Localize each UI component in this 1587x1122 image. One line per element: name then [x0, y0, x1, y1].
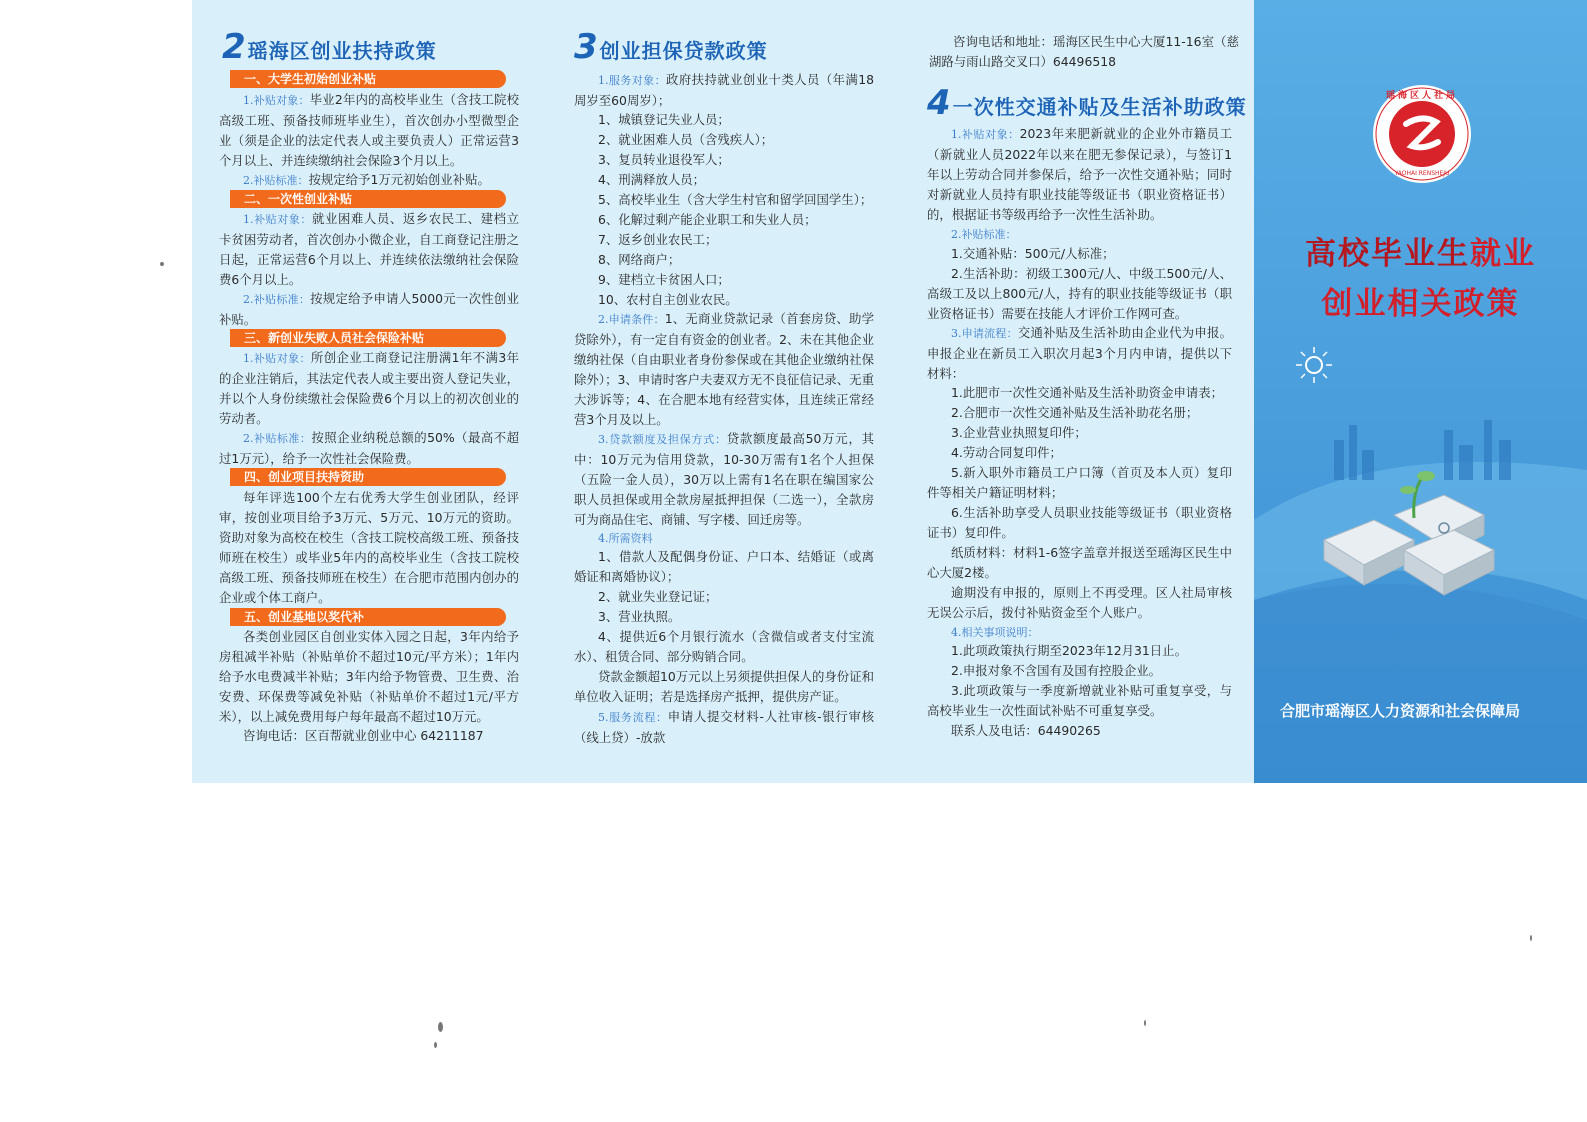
brochure-sheet	[192, 0, 1587, 783]
subsection-badge: 四、创业项目扶持资助	[230, 468, 506, 486]
scan-speck	[434, 1042, 437, 1048]
panel-startup-support	[192, 0, 537, 783]
paragraph	[219, 428, 519, 469]
scan-speck	[1530, 935, 1532, 941]
field-label: 1.补贴对象：	[951, 128, 1020, 141]
paragraph	[927, 124, 1232, 225]
field-label: 1.补贴对象：	[243, 94, 310, 107]
paragraph: 3、营业执照。	[598, 609, 681, 624]
section-4-heading	[927, 83, 1247, 123]
subsection-badge: 三、新创业失败人员社会保险补贴	[230, 329, 506, 347]
title-part: 高校毕业生	[1305, 236, 1470, 272]
field-text: 2023年来肥新就业的企业外市籍员工（新就业人员2022年以来在肥无参保记录），与签订1年以上劳动合同并参保后，给予一次性交通补贴；同时对新就业人员持有职业技能等级证书（职业资格证书）的，根据证书等级再给予一次性生活补助。	[927, 126, 1232, 222]
field-text: 按照企业纳税总额的50%（最高不超过1万元），给予一次性社会保险费。	[219, 430, 519, 466]
field-text: 按规定给予1万元初始创业补贴。	[308, 172, 490, 187]
field-text: 按规定给予申请人5000元一次性创业补贴。	[219, 291, 519, 327]
paragraph: 4.劳动合同复印件；	[951, 445, 1062, 460]
panel-loan-policy	[562, 0, 892, 783]
subsection-badge: 一、大学生初始创业补贴	[230, 70, 506, 88]
section-2-heading	[222, 27, 437, 67]
section-number: 4	[927, 83, 951, 123]
contact-line: 咨询电话：区百帮就业创业中心 64211187	[243, 728, 484, 743]
paragraph	[574, 70, 874, 111]
paragraph: 每年评选100个左右优秀大学生创业团队，经评审，按创业项目给予3万元、5万元、10万元的资助。资助对象为高校在校生（含技工院校高级工班、预备技师班在校生）或毕业5年内的高校毕业生（含技工院校高级工班、预备技师班在校生）在合肥市范围内创办的企业或个体工商户。	[219, 490, 519, 605]
paragraph: 3.此项政策与一季度新增就业补贴可重复享受，与高校毕业生一次性面试补贴不可重复享受。	[927, 683, 1232, 718]
section-title: 创业担保贷款政策	[599, 39, 768, 63]
list-item: 5、高校毕业生（含大学生村官和留学回国学生）；	[598, 192, 873, 207]
field-label: 2.补贴标准：	[951, 228, 1017, 241]
field-label: 3.申请流程：	[951, 327, 1018, 340]
paragraph	[574, 309, 874, 430]
scan-speck	[160, 262, 164, 266]
paragraph	[219, 170, 519, 191]
scan-speck	[1144, 1020, 1146, 1026]
paragraph: 2、就业失业登记证；	[598, 589, 718, 604]
field-label: 4.相关事项说明：	[951, 626, 1039, 639]
section-number: 2	[222, 27, 246, 67]
paragraph: 5.新入职外市籍员工户口簿（首页及本人页）复印件等相关户籍证明材料；	[927, 465, 1232, 500]
paragraph: 1.此项政策执行期至2023年12月31日止。	[951, 643, 1187, 658]
scan-speck	[438, 1022, 443, 1032]
paragraph	[574, 429, 874, 530]
list-item: 8、网络商户；	[598, 252, 681, 267]
logo-text-bottom: YAOHAI RENSHEJU	[1394, 170, 1450, 177]
field-text: 1、无商业贷款记录（首套房贷、助学贷除外），有一定自有资金的创业者。2、未在其他企业缴纳社保（自由职业者身份参保或在其他企业缴纳社保除外）；3、申请时客户夫妻双方无不良征信记录、无重大涉诉等；4、在合肥本地有经营实体，且连续正常经营3个月及以上。	[574, 311, 874, 427]
field-label: 3.贷款额度及担保方式：	[598, 433, 727, 446]
section-title: 一次性交通补贴及生活补助政策	[952, 95, 1247, 119]
field-label: 2.补贴标准：	[243, 293, 311, 306]
list-item: 2、就业困难人员（含残疾人）；	[598, 132, 774, 147]
title-part: 就业	[1470, 236, 1536, 272]
contact-address: 咨询电话和地址：瑶海区民生中心大厦11-16室（慈湖路与雨山路交叉口）64496518	[929, 34, 1239, 69]
field-text: 申请人提交材料-人社审核-银行审核（线上贷）-放款	[574, 709, 874, 745]
paragraph	[219, 289, 519, 330]
paragraph: 2.申报对象不含国有及国有控股企业。	[951, 663, 1162, 678]
list-item: 1、城镇登记失业人员；	[598, 112, 730, 127]
paragraph	[927, 323, 1232, 384]
list-item: 6、化解过剩产能企业职工和失业人员；	[598, 212, 817, 227]
field-text: 毕业2年内的高校毕业生（含技工院校高级工班、预备技师班毕业生），首次创办小型微型企业（须是企业的法定代表人或主要负责人）正常运营3个月以上、并连续缴纳社会保险3个月以上。	[219, 92, 519, 168]
cover-title-line-2: 创业相关政策	[1321, 286, 1520, 322]
field-label: 2.申请条件：	[598, 313, 665, 326]
subsection-badge: 五、创业基地以奖代补	[230, 608, 506, 626]
paragraph: 1.交通补贴：500元/人标准；	[951, 246, 1115, 261]
field-text: 交通补贴及生活补助由企业代为申报。申报企业在新员工入职次月起3个月内申请，提供以下材料：	[927, 325, 1233, 381]
section-3-heading	[574, 27, 768, 67]
paragraph: 1.此肥市一次性交通补贴及生活补助资金申请表；	[951, 385, 1224, 400]
cover-title-line-1	[1254, 228, 1587, 273]
cover-footer-issuer: 合肥市瑶海区人力资源和社会保障局	[1280, 702, 1521, 720]
section-number: 3	[574, 27, 598, 67]
panel-transport-subsidy	[897, 0, 1257, 783]
paragraph: 贷款金额超10万元以上另须提供担保人的身份证和单位收入证明；若是选择房产抵押，提供房产证。	[574, 669, 874, 704]
field-label: 5.服务流程：	[598, 711, 668, 724]
paragraph: 6.生活补助享受人员职业技能等级证书（职业资格证书）复印件。	[927, 505, 1232, 540]
paragraph	[219, 90, 519, 171]
target-group-list	[598, 110, 888, 310]
contact-line: 联系人及电话：64490265	[951, 723, 1101, 738]
field-text: 贷款额度最高50万元，其中：10万元为信用贷款，10-30万需有1名个人担保（五险一金人员），30万以上需有1名在职在编国家公职人员担保或用全款房屋抵押担保（二选一），全款房可为商品住宅、商铺、写字楼、回迁房等。	[574, 431, 874, 527]
field-label: 2.补贴标准：	[243, 432, 312, 445]
field-label: 1.补贴对象：	[243, 352, 311, 365]
list-item: 9、建档立卡贫困人口；	[598, 272, 730, 287]
paragraph: 4、提供近6个月银行流水（含微信或者支付宝流水）、租赁合同、部分购销合同。	[574, 629, 874, 664]
list-item: 3、复员转业退役军人；	[598, 152, 730, 167]
paragraph: 3.企业营业执照复印件；	[951, 425, 1087, 440]
paragraph: 2.合肥市一次性交通补贴及生活补助花名册；	[951, 405, 1199, 420]
paragraph: 逾期没有申报的，原则上不再受理。区人社局审核无误公示后，拨付补贴资金至个人账户。	[927, 585, 1232, 620]
field-text: 政府扶持就业创业十类人员（年满18周岁至60周岁）；	[574, 72, 874, 108]
paragraph	[219, 209, 519, 290]
field-label: 2.补贴标准：	[243, 174, 309, 187]
paragraph: 1、借款人及配偶身份证、户口本、结婚证（或离婚证和离婚协议）；	[574, 549, 874, 584]
logo-text-top: 瑶海区人社局	[1385, 91, 1458, 101]
field-text: 就业困难人员、返乡农民工、建档立卡贫困劳动者，首次创办小微企业，自工商登记注册之日起，正常运营6个月以上、并连续依法缴纳社会保险费6个月以上。	[219, 211, 519, 287]
paragraph	[574, 707, 874, 748]
field-label: 1.补贴对象：	[243, 213, 312, 226]
list-item: 7、返乡创业农民工；	[598, 232, 718, 247]
sun-icon	[1294, 345, 1334, 385]
field-label-line	[951, 224, 1231, 245]
subsection-badge: 二、一次性创业补贴	[230, 190, 506, 208]
list-item: 10、农村自主创业农民。	[598, 292, 738, 307]
list-item: 4、刑满释放人员；	[598, 172, 706, 187]
section-title: 瑶海区创业扶持政策	[247, 39, 437, 63]
field-label: 4.所需资料	[598, 532, 653, 545]
field-label: 1.服务对象：	[598, 74, 667, 87]
field-text: 所创企业工商登记注册满1年不满3年的企业注销后，其法定代表人或主要出资人登记失业，并以个人身份续缴社会保险费6个月以上的初次创业的劳动者。	[219, 350, 519, 426]
paragraph	[219, 348, 519, 429]
cover-panel	[1254, 0, 1587, 783]
paragraph: 2.生活补助：初级工300元/人、中级工500元/人、高级工及以上800元/人，持有的职业技能等级证书（职业资格证书）需要在技能人才评价工作网可查。	[927, 266, 1232, 321]
field-label-line	[951, 622, 1231, 643]
paragraph: 纸质材料：材料1-6签字盖章并报送至瑶海区民生中心大厦2楼。	[927, 545, 1232, 580]
paragraph: 各类创业园区自创业实体入园之日起，3年内给予房租减半补贴（补贴单价不超过10元/平方米）；1年内给予水电费减半补贴；3年内给予物管费、卫生费、治安费、环保费等减免补贴（补贴单价不超过1元/平方米），以上减免费用每户每年最高不超过10万元。	[219, 629, 519, 724]
keyboard-keys-illustration	[1304, 470, 1534, 610]
field-label-line	[598, 528, 878, 549]
